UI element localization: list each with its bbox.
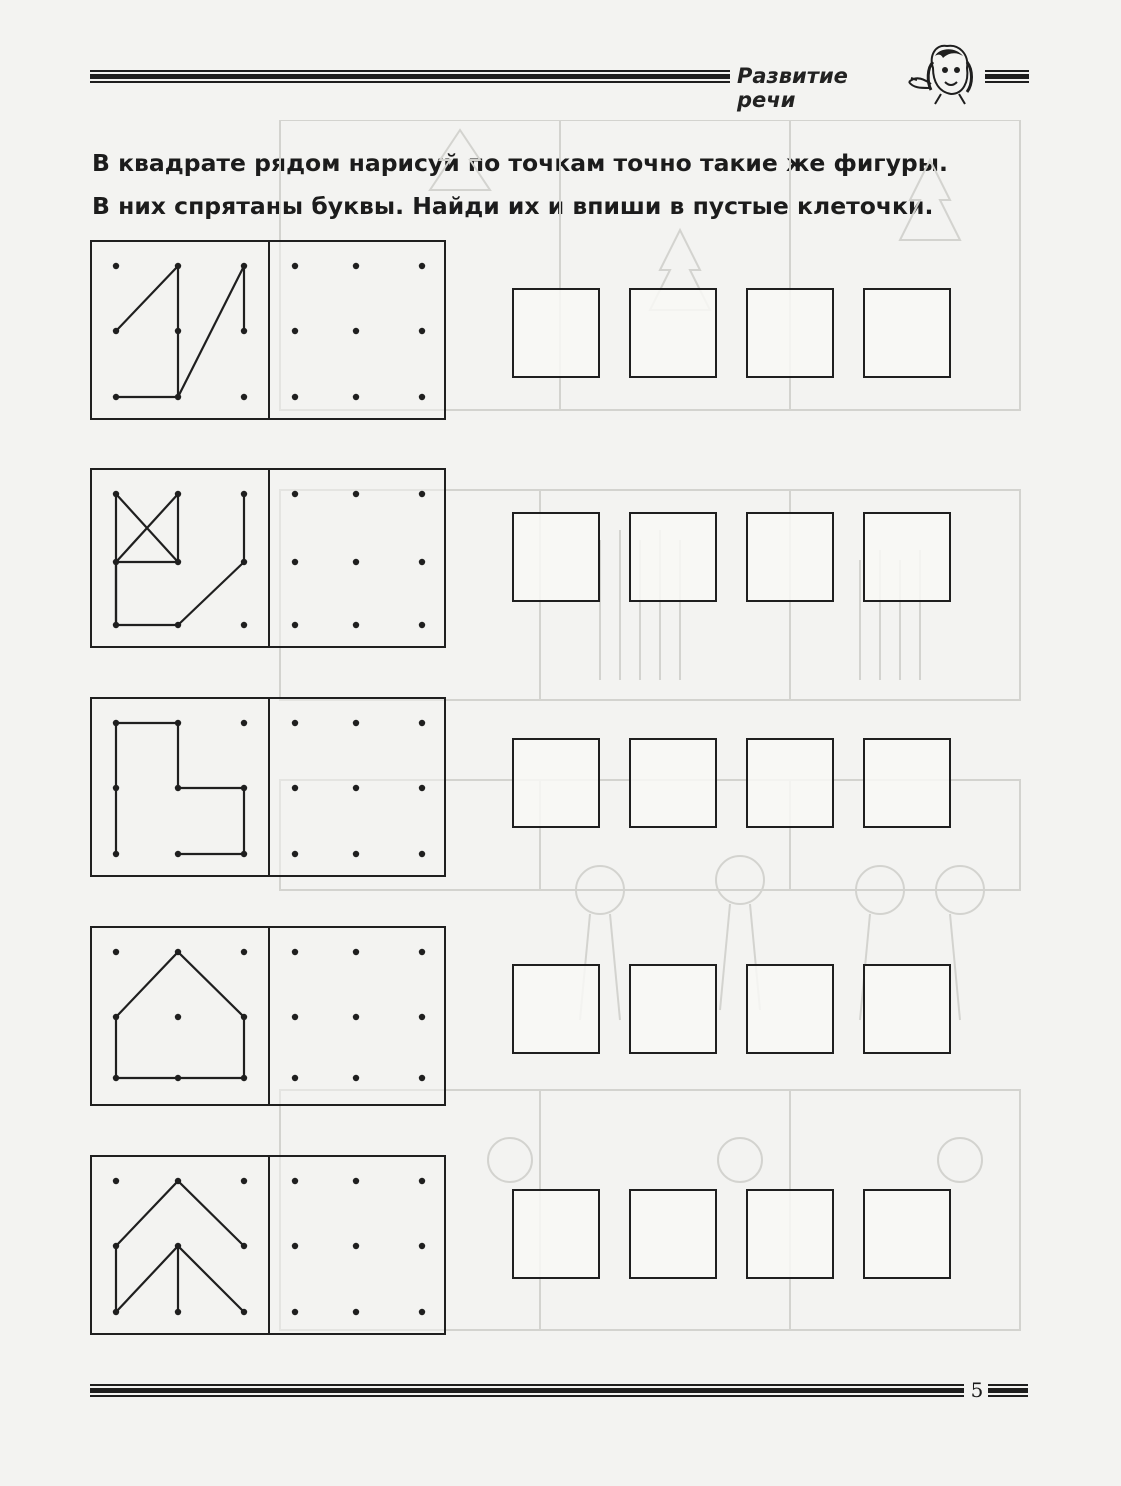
sample-figure-1: [116, 266, 178, 397]
exercise-2-answer-boxes: [512, 512, 952, 602]
instruction-line-2: В них спрятаны буквы. Найди их и впиши в пустые клеточки.: [92, 192, 934, 220]
exercise-3-drawing: [92, 699, 448, 879]
answer-box-1-2[interactable]: [629, 288, 717, 378]
answer-box-1-4[interactable]: [863, 288, 951, 378]
exercise-2-drawing: [92, 470, 448, 650]
answer-box-4-1[interactable]: [512, 964, 600, 1054]
answer-box-4-2[interactable]: [629, 964, 717, 1054]
answer-box-1-1[interactable]: [512, 288, 600, 378]
answer-box-3-1[interactable]: [512, 738, 600, 828]
answer-box-3-3[interactable]: [746, 738, 834, 828]
answer-box-2-1[interactable]: [512, 512, 600, 602]
mascot-girl-icon: [905, 38, 985, 106]
answer-box-2-2[interactable]: [629, 512, 717, 602]
section-title: Развитие речи: [737, 64, 848, 112]
exercise-3-grid: [90, 697, 446, 877]
answer-box-2-3[interactable]: [746, 512, 834, 602]
exercise-4-drawing: [92, 928, 448, 1108]
answer-box-3-4[interactable]: [863, 738, 951, 828]
exercise-1-answer-boxes: [512, 288, 952, 378]
exercise-4-answer-boxes: [512, 964, 952, 1054]
answer-box-5-4[interactable]: [863, 1189, 951, 1279]
header-rule-right: [985, 70, 1029, 84]
exercise-1-grid: [90, 240, 446, 420]
footer-rule-right: [988, 1384, 1028, 1398]
exercise-5-grid: [90, 1155, 446, 1335]
header-rule-left: [90, 70, 730, 84]
sample-figure-1-diag: [178, 266, 244, 397]
answer-box-3-2[interactable]: [629, 738, 717, 828]
answer-box-5-1[interactable]: [512, 1189, 600, 1279]
answer-box-5-3[interactable]: [746, 1189, 834, 1279]
footer-rule-left: [90, 1384, 964, 1398]
exercise-1-drawing: [92, 242, 448, 422]
exercise-2-grid: [90, 468, 446, 648]
exercise-5-answer-boxes: [512, 1189, 952, 1279]
page-number: 5: [970, 1378, 984, 1402]
answer-box-4-4[interactable]: [863, 964, 951, 1054]
answer-box-2-4[interactable]: [863, 512, 951, 602]
answer-box-5-2[interactable]: [629, 1189, 717, 1279]
instruction-line-1: В квадрате рядом нарисуй по точкам точно такие же фигуры.: [92, 149, 948, 177]
exercise-5-drawing: [92, 1157, 448, 1337]
exercise-3-answer-boxes: [512, 738, 952, 828]
exercise-4-grid: [90, 926, 446, 1106]
answer-box-4-3[interactable]: [746, 964, 834, 1054]
answer-box-1-3[interactable]: [746, 288, 834, 378]
